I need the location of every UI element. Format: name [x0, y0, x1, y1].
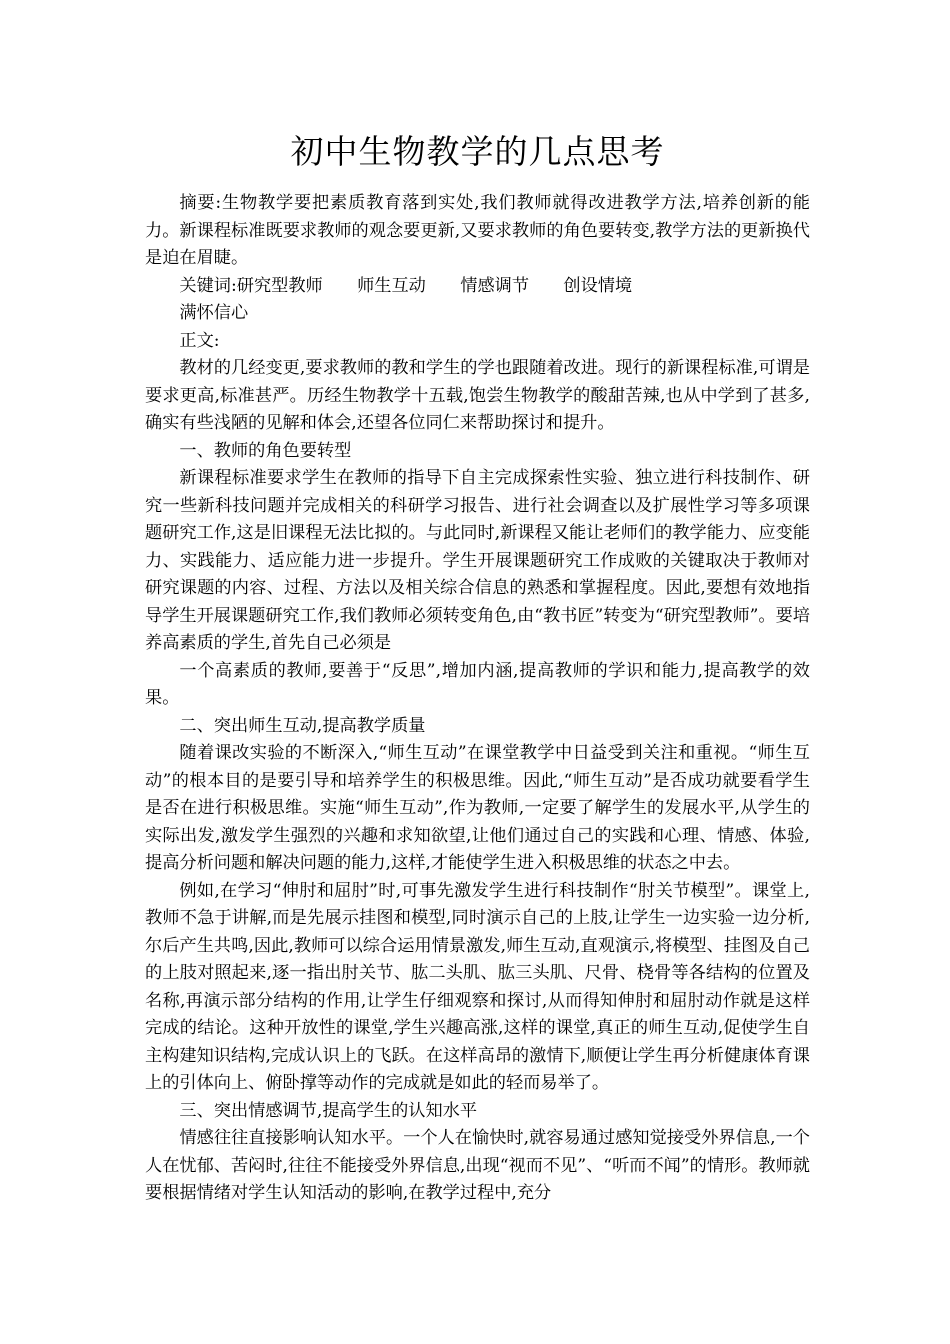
- section-heading: 三、突出情感调节,提高学生的认知水平: [179, 1100, 478, 1121]
- keyword: 师生互动: [357, 275, 426, 296]
- intro-paragraph: 教材的几经变更,要求教师的教和学生的学也跟随着改进。现行的新课程标准,可谓是要求更高,标准甚严。历经生物教学十五载,饱尝生物教学的酸甜苦辣,也从中学到了甚多,确实有些浅陋的见解和体会,还望各位同仁来帮助探讨和提升。: [145, 358, 810, 433]
- body-paragraph: 情感往往直接影响认知水平。一个人在愉快时,就容易通过感知觉接受外界信息,一个人在忧郁、苦闷时,往往不能接受外界信息,出现“视而不见”、“听而不闻”的情形。教师就要根据情绪对学生认知活动的影响,在教学过程中,充分: [145, 1128, 810, 1203]
- keywords-label: 关键词:: [179, 275, 237, 296]
- keyword-continued: 满怀信心: [179, 303, 249, 323]
- keyword: 创设情境: [563, 275, 633, 296]
- section-heading: 一、教师的角色要转型: [179, 440, 352, 461]
- section-heading: 二、突出师生互动,提高教学质量: [179, 715, 426, 736]
- body-paragraph: 随着课改实验的不断深入,“师生互动”在课堂教学中日益受到关注和重视。“师生互动”的根本目的是要引导和培养学生的积极思维。因此,“师生互动”是否成功就要看学生是否在进行积极思维。实施“师生互动”,作为教师,一定要了解学生的发展水平,从学生的实际出发,激发学生强烈的兴趣和求知欲望,让他们通过自己的实践和心理、情感、体验,提高分析问题和解决问题的能力,这样,才能使学生进入积极思维的状态之中去。: [145, 743, 810, 873]
- body-paragraph: 一个高素质的教师,要善于“反思”,增加内涵,提高教师的学识和能力,提高教学的效果。: [145, 660, 810, 708]
- keywords-line: [145, 273, 810, 301]
- body-paragraph: 例如,在学习“伸肘和屈肘”时,可事先激发学生进行科技制作“肘关节模型”。课堂上,教师不急于讲解,而是先展示挂图和模型,同时演示自己的上肢,让学生一边实验一边分析,尔后产生共鸣,因此,教师可以综合运用情景激发,师生互动,直观演示,将模型、挂图及自己的上肢对照起来,逐一指出肘关节、肱二头肌、肱三头肌、尺骨、桡骨等各结构的位置及名称,再演示部分结构的作用,让学生仔细观察和探讨,从而得知伸肘和屈肘动作就是这样完成的结论。这种开放性的课堂,学生兴趣高涨,这样的课堂,真正的师生互动,促使学生自主构建知识结构,完成认识上的飞跃。在这样高昂的激情下,顺便让学生再分析健康体育课上的引体向上、俯卧撑等动作的完成就是如此的轻而易举了。: [145, 880, 810, 1093]
- body-paragraph: 新课程标准要求学生在教师的指导下自主完成探索性实验、独立进行科技制作、研究一些新科技问题并完成相关的科研学习报告、进行社会调查以及扩展性学习等多项课题研究工作,这是旧课程无法比拟的。与此同时,新课程又能让老师们的教学能力、应变能力、实践能力、适应能力进一步提升。学生开展课题研究工作成败的关键取决于教师对研究课题的内容、过程、方法以及相关综合信息的熟悉和掌握程度。因此,要想有效地指导学生开展课题研究工作,我们教师必须转变角色,由“教书匠”转变为“研究型教师”。要培养高素质的学生,首先自己必须是: [145, 468, 810, 653]
- body-label: 正文:: [179, 330, 220, 351]
- abstract-paragraph: 摘要:生物教学要把素质教育落到实处,我们教师就得改进教学方法,培养创新的能力。新课程标准既要求教师的观念要更新,又要求教师的角色要转变,教学方法的更新换代是迫在眉睫。: [145, 193, 810, 268]
- keyword: 研究型教师: [236, 275, 323, 296]
- document-title: 初中生物教学的几点思考: [290, 132, 665, 171]
- document-page: [145, 0, 810, 1208]
- keyword: 情感调节: [460, 275, 530, 296]
- document-body: [145, 190, 810, 1208]
